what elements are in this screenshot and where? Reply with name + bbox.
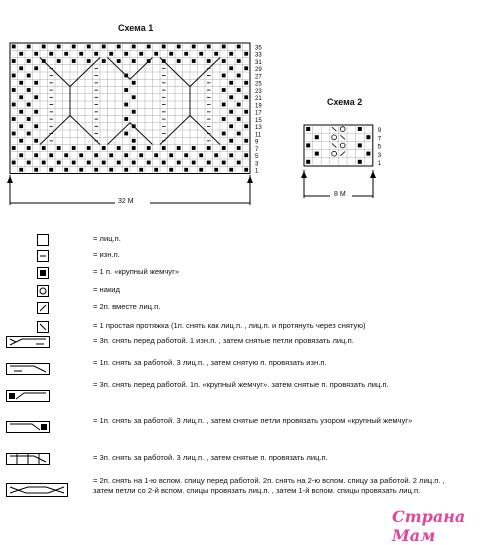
scheme2-chart <box>0 0 500 215</box>
scheme1-row-number: 9 <box>255 139 259 146</box>
scheme1-title: Схема 1 <box>118 23 154 33</box>
legend-text-cross-3-1-left: = 1п. снять за работой. 3 лиц.п. , затем снятую п. провязать изн.п. <box>93 358 327 367</box>
legend-text-seed: = 1 п. «крупный жемчуг» <box>93 267 180 276</box>
scheme1-row-number: 35 <box>255 45 262 52</box>
cross-seed-left-icon <box>6 420 50 438</box>
scheme1-row-number: 33 <box>255 52 262 59</box>
scheme2-title: Схема 2 <box>327 97 363 107</box>
cross-3-1-knit-icon <box>6 452 50 470</box>
legend-text-k2tog: = 2п. вместе лиц.п. <box>93 302 161 311</box>
scheme2-width-label: 8 М <box>334 191 346 198</box>
scheme1-row-number: 27 <box>255 74 262 81</box>
scheme1-row-number: 3 <box>255 161 259 168</box>
legend-text-purl: = изн.п. <box>93 250 120 259</box>
seed-stitch-icon <box>37 266 49 284</box>
purl-stitch-icon <box>37 249 49 267</box>
scheme1-row-number: 19 <box>255 103 262 110</box>
cross-3-1-left-icon <box>6 362 50 380</box>
scheme2-row-number: 3 <box>377 152 382 159</box>
watermark: Страна Мам <box>392 507 466 545</box>
legend-text-simple-pull: = 1 простая протяжка (1п. снять как лиц.п. , лиц.п. и протянуть через снятую) <box>93 321 366 330</box>
legend-text-yarn-over: = накид <box>93 285 120 294</box>
scheme2-row-number: 9 <box>377 128 382 135</box>
legend-text-cross-seed-left: = 1п. снять за работой. 3 лиц.п. , затем снятые петли провязать узором «крупный жемчуг» <box>93 416 413 425</box>
legend-text-knit: = лиц.п. <box>93 234 121 243</box>
scheme1-row-number: 31 <box>255 59 262 66</box>
scheme1-row-number: 1 <box>255 168 259 175</box>
legend-text-cross-3-1-right: = 3п. снять перед работой. 1 изн.п. , затем снятые петли провязать лиц.п. <box>93 336 354 345</box>
scheme1-row-number: 25 <box>255 81 262 88</box>
scheme1-row-number: 5 <box>255 154 259 160</box>
scheme1-row-number: 17 <box>255 110 262 117</box>
scheme2-row-number: 7 <box>377 136 382 143</box>
scheme1-width-label: 32 М <box>118 198 134 205</box>
scheme1-row-number: 29 <box>255 67 262 73</box>
k2tog-icon <box>37 301 49 319</box>
yarn-over-icon <box>37 284 49 302</box>
legend-text-cross-seed-right: = 3п. снять перед работой. 1п. «крупный жемчуг». затем снятые п. провязать лиц.п. <box>93 380 389 389</box>
scheme1-row-number: 7 <box>255 146 259 153</box>
scheme1-row-number: 11 <box>255 132 262 139</box>
cross-seed-right-icon <box>6 389 50 407</box>
cable-2-2-2-icon <box>6 483 68 502</box>
legend-text-cable-2-2-2: = 2п. снять на 1-ю вспом. спицу перед работой. 2п. снять на 2-ю вспом. спицу за работой. 2 лиц.п. , затем петли со 2-й вспом. спицы провязать лиц.п. , затем 1-й вспом. спицы провязать лиц.п. <box>93 476 445 495</box>
scheme1-row-number: 21 <box>255 96 262 102</box>
cross-3-1-right-icon <box>6 335 50 353</box>
legend-text-cross-3-1-knit: = 3п. снять за работой. 3 лиц.п. , затем снятые п. провязать лиц.п. <box>93 453 328 462</box>
scheme1-row-number: 13 <box>255 125 262 131</box>
scheme2-row-number: 1 <box>377 161 382 167</box>
scheme1-row-number: 23 <box>255 88 262 95</box>
scheme1-row-number: 15 <box>255 117 262 124</box>
scheme2-row-number: 5 <box>377 144 382 151</box>
